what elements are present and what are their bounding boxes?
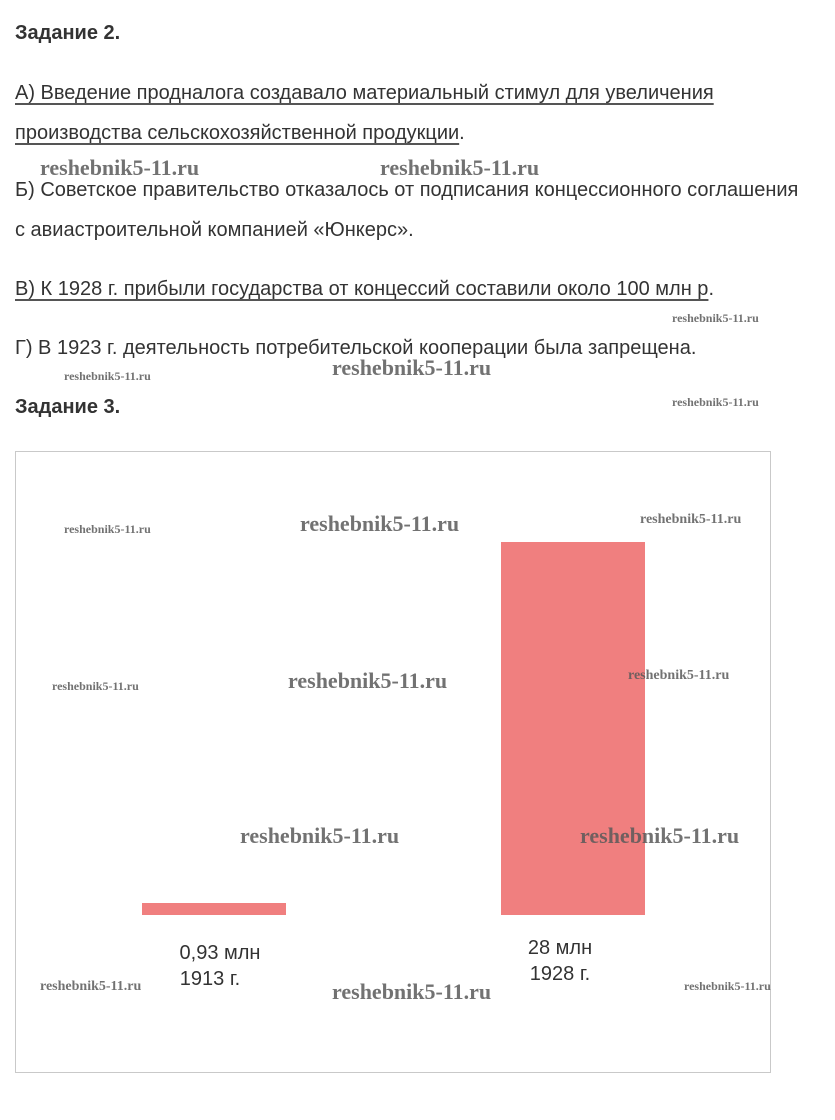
answer-a-tail: . <box>459 122 465 144</box>
answer-a <box>15 73 825 153</box>
watermark: reshebnik5-11.ru <box>332 979 492 1004</box>
task3-heading: Задание 3. <box>15 396 121 418</box>
category-label-1913: 1913 г. <box>179 968 241 990</box>
answer-c <box>15 269 835 309</box>
watermark: reshebnik5-11.ru <box>64 369 151 383</box>
answer-c-underlined: В) К 1928 г. прибыли государства от концессий составили около 100 млн р <box>15 278 709 300</box>
watermark: reshebnik5-11.ru <box>64 522 151 536</box>
watermark: reshebnik5-11.ru <box>672 395 759 409</box>
watermark: reshebnik5-11.ru <box>288 668 448 693</box>
value-label-1928: 28 млн <box>527 937 593 959</box>
watermark: reshebnik5-11.ru <box>684 979 771 993</box>
bar-1928 <box>501 542 645 915</box>
watermark: reshebnik5-11.ru <box>628 668 730 683</box>
answer-d: Г) В 1923 г. деятельность потребительской кооперации была запрещена. <box>15 337 697 359</box>
answer-c-tail: . <box>708 278 714 300</box>
watermark: reshebnik5-11.ru <box>640 512 742 527</box>
value-label-1913: 0,93 млн <box>179 942 261 964</box>
watermark: reshebnik5-11.ru <box>672 311 759 325</box>
watermark: reshebnik5-11.ru <box>300 511 460 536</box>
category-label-1928: 1928 г. <box>529 963 591 985</box>
watermark: reshebnik5-11.ru <box>40 155 200 180</box>
watermark: reshebnik5-11.ru <box>240 823 400 848</box>
watermark: reshebnik5-11.ru <box>580 823 740 848</box>
task2-heading: Задание 2. <box>15 22 121 44</box>
watermark: reshebnik5-11.ru <box>332 355 492 380</box>
answer-b: Б) Советское правительство отказалось от подписания концессионного соглашения с авиастроительной компанией «Юнкерс». <box>15 179 799 241</box>
watermark: reshebnik5-11.ru <box>52 679 139 693</box>
watermark: reshebnik5-11.ru <box>380 155 540 180</box>
answer-a-underlined: А) Введение продналога создавало материальный стимул для увеличения производства сельскохозяйственной продукции <box>15 82 714 144</box>
watermark: reshebnik5-11.ru <box>40 979 142 994</box>
bar-1913 <box>142 903 286 915</box>
